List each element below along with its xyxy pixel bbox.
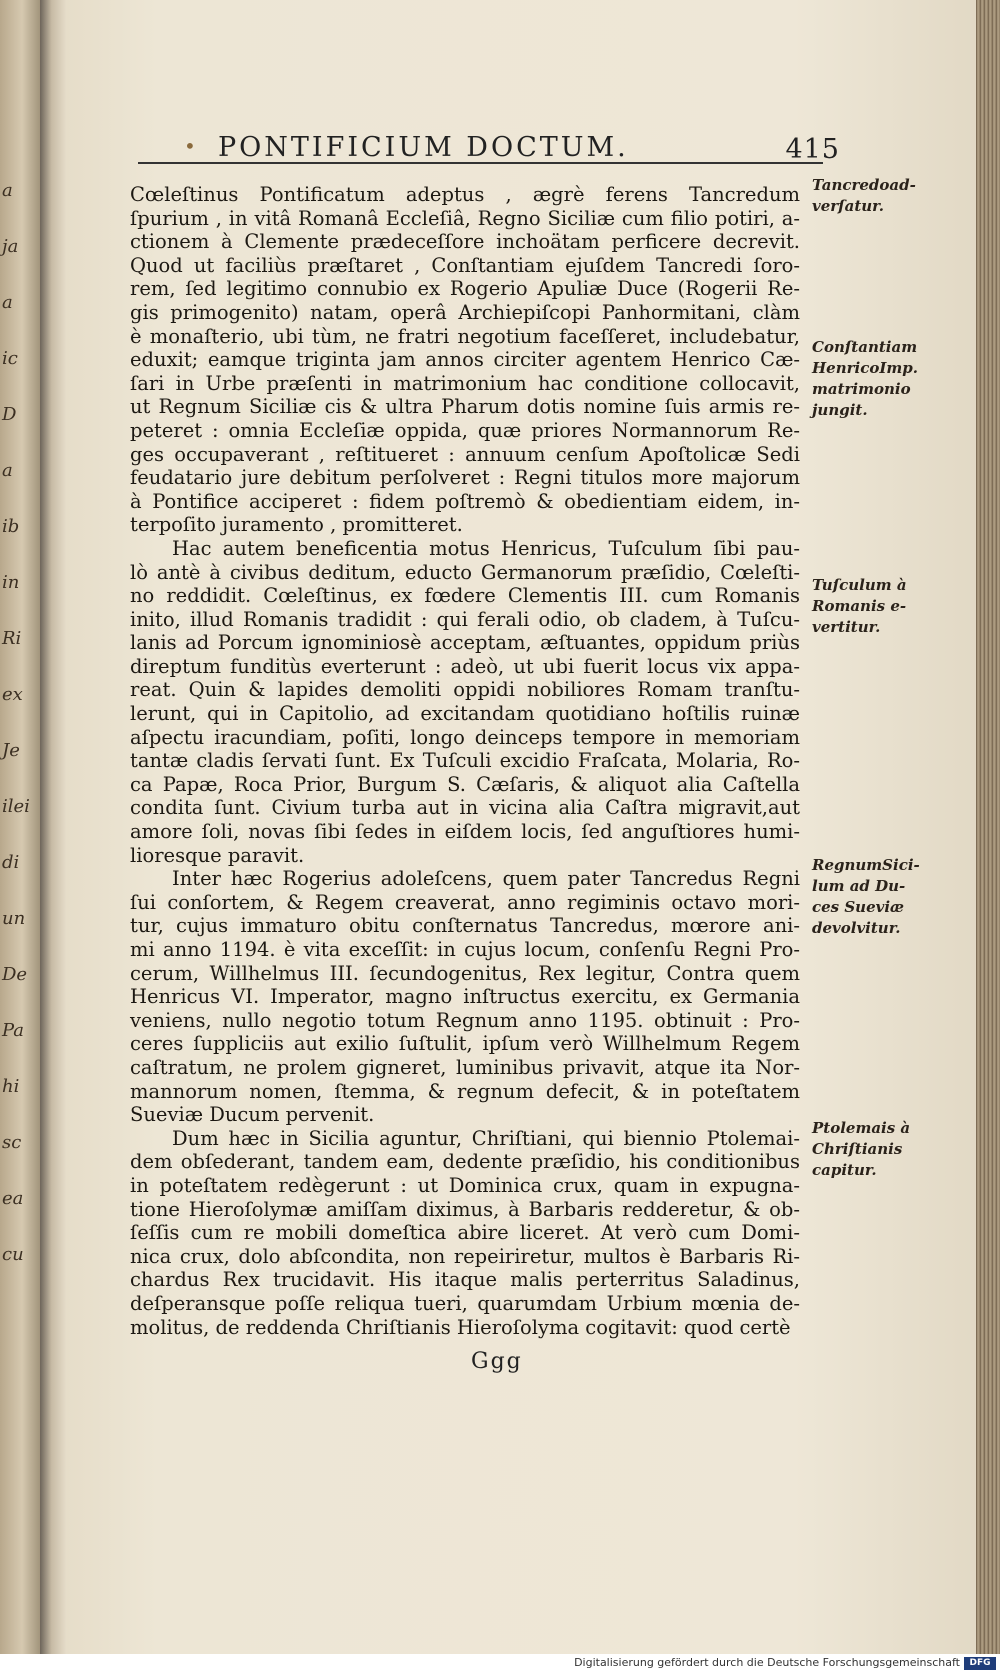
facing-page-fragment: a [2,180,13,201]
text-line: chardus Rex trucidavit. His itaque malis perterritus Saladinus, [130,1268,800,1292]
margin-note-line: Ptolemais à [812,1119,911,1137]
text-line: Henricus VI. Imperator, magno inſtructus exercitu, ex Germania [130,985,800,1009]
text-line: caſtratum, ne prolem gigneret, luminibus privavit, atque ita Nor- [130,1055,800,1079]
text-line: amore ſoli, novas ſibi ſedes in eiſdem locis, ſed anguſtiores humi- [130,820,800,844]
text-line: lerunt, qui in Capitolio, ad excitandam quotidiano hoſtilis ruinæ [130,702,800,726]
text-line: ceres ſuppliciis aut exilio ſuſtulit, ipſum verò Willhelmum Regem [130,1032,800,1056]
text-line: ſui conſortem, & Regem creaverat, anno regiminis octavo mori- [130,890,800,914]
facing-page-fragment: ex [2,684,23,705]
signature-mark: Ggg [471,1349,523,1374]
text-line: terpoſito juramento , promitteret. [130,513,463,537]
margin-note-line: lum ad Du- [812,877,906,895]
text-line: ſari in Urbe præſenti in matrimonium hac conditione collocavit, [130,371,800,395]
margin-note-line: jungit. [812,401,868,419]
margin-note-line: matrimonio [812,380,911,398]
facing-page-fragment: un [2,908,26,929]
margin-note-line: Chriſtianis [812,1140,903,1158]
text-line: deſperansque poſſe reliqua tueri, quarumdam Urbium mœnia de- [130,1291,800,1315]
text-line: nica crux, dolo abſcondita, non repeiriretur, multos è Barbaris Ri- [130,1244,800,1268]
text-line: tantæ cladis ſervati ſunt. Ex Tuſculi excidio Fraſcata, Molaria, Ro- [130,749,800,773]
text-line: Cœleſtinus Pontificatum adeptus , ægrè ferens Tancredum [130,183,800,206]
running-header [138,132,840,166]
margin-note-line: Tuſculum à [812,576,907,594]
margin-note-line: vertitur. [812,618,881,636]
facing-page-fragment: ib [2,516,20,537]
text-line: ges occupaverant , reſtitueret : annuum cenſum Apoſtolicæ Sedi [130,442,800,466]
text-line: gis primogenito) natam, operâ Archiepiſcopi Panhormitani, clàm [130,300,800,324]
facing-page-fragment: a [2,460,13,481]
text-line: in poteſtatem redègerunt : ut Dominica crux, quam in expugna- [130,1173,800,1197]
text-line: cerum, Willhelmus III. ſecundogenitus, Rex legitur, Contra quem [130,961,800,985]
text-line: reat. Quin & lapides demoliti oppidi nobiliores Romam tranſtu- [130,678,800,702]
facing-page-fragment: sc [2,1132,22,1153]
text-line: dem obſederant, tandem eam, dedente præſidio, his conditionibus [130,1150,800,1174]
text-line: condita ſunt. Civium turba aut in vicina alia Caſtra migravit,aut [130,796,800,820]
text-line: Sueviæ Ducum pervenit. [130,1103,375,1127]
text-line: Dum hæc in Sicilia aguntur, Chriſtiani, qui biennio Ptolemai- [172,1126,800,1150]
text-line: rem, ſed legitimo connubio ex Rogerio Apuliæ Duce (Rogerii Re- [130,277,800,301]
running-title: PONTIFICIUM DOCTUM. [218,132,629,163]
funding-credit: Digitalisierung gefördert durch die Deutsche Forschungsgemeinschaft [574,1656,960,1669]
margin-note [812,175,922,217]
facing-page-fragment: di [2,852,20,873]
margin-note [812,337,922,421]
margin-note-line: HenricoImp. [812,359,918,377]
text-line: ſpurium , in vitâ Romanâ Eccleſiâ, Regno Siciliæ cum filio potiri, a- [130,206,800,230]
body-text [130,183,800,1339]
facing-page-fragment: ea [2,1188,24,1209]
facing-page-fragment: in [2,572,20,593]
text-line: peteret : omnia Eccleſiæ oppida, quæ priores Normannorum Re- [130,418,800,442]
text-line: Quod ut faciliùs præſtaret , Conſtantiam ejuſdem Tancredi ſoro- [130,253,800,277]
text-line: lanis ad Porcum ignominiosè acceptam, æſtuantes, oppidum priùs [130,631,800,655]
margin-note [812,1118,922,1181]
text-line: tione Hieroſolymæ amiſſam diximus, à Barbaris redderetur, & ob- [130,1197,800,1221]
facing-page-fragment: ilei [2,796,30,817]
margin-note-line: Tancredoad- [812,176,916,194]
facing-page-fragment: Pa [2,1020,25,1041]
facing-page-fragment: D [2,404,17,425]
text-line: ca Papæ, Roca Prior, Burgum S. Cæſaris, & aliquot alia Caſtella [130,772,800,796]
text-line: direptum funditùs everterunt : adeò, ut ubi fuerit locus vix appa- [130,654,800,678]
facing-page-fragment: Ri [2,628,22,649]
text-line: Inter hæc Rogerius adoleſcens, quem pater Tancredus Regni [172,867,800,891]
facing-page-fragment: hi [2,1076,20,1097]
facing-page-fragment: De [2,964,28,985]
text-line: tur, cujus immaturo obitu conſternatus Tancredus, mœrore ani- [130,914,800,938]
text-line: molitus, de reddenda Chriſtianis Hieroſolyma cogitavit: quod certè [130,1315,791,1339]
header-rule [138,162,823,164]
facing-page-fragment: cu [2,1244,24,1265]
text-line: è monaſterio, ubi tùm, ne fratri negotium faceſſeret, includebatur, [130,324,800,348]
margin-note-line: capitur. [812,1161,877,1179]
text-line: ctionem à Clemente prædeceſſore inchoätam perficere decrevit. [130,230,800,254]
text-line: mannorum nomen, ſtemma, & regnum defecit, & in poteſtatem [130,1079,800,1103]
facing-page-fragment: a [2,292,13,313]
margin-note-line: devolvitur. [812,919,901,937]
text-line: ſeſſis cum re mobili domeſtica abire liceret. At verò cum Domi- [130,1221,800,1245]
text-line: veniens, nullo negotio totum Regnum anno 1195. obtinuit : Pro- [130,1008,800,1032]
page-fore-edge [976,0,1000,1654]
margin-note [812,855,922,939]
margin-note-line: verſatur. [812,197,884,215]
page-number: 415 [785,134,840,165]
text-line: ut Regnum Siciliæ cis & ultra Pharum dotis nomine ſuis armis re- [130,395,800,419]
digitization-footer [0,1654,1000,1674]
book-gutter [40,0,66,1654]
text-line: inito, illud Romanis tradidit : qui ferali odio, ob cladem, à Tuſcu- [130,607,800,631]
text-line: à Pontifice acciperet : fidem poſtremò & obedientiam eidem, in- [130,489,800,513]
text-line: feudatario jure debitum perſolveret : Regni titulos more majorum [130,466,800,490]
facing-page-edge [0,0,40,1654]
text-line: lò antè à civibus deditum, educto Germanorum præſidio, Cœleſti- [130,560,800,584]
margin-note-line: Romanis e- [812,597,907,615]
header-ornament: • [184,134,199,158]
text-line: lioresque paravit. [130,843,305,867]
margin-note-line: Conſtantiam [812,338,918,356]
text-line: eduxit; eamque triginta jam annos circiter agentem Henrico Cæ- [130,348,800,372]
facing-page-fragment: ic [2,348,18,369]
dfg-logo: DFG [964,1657,996,1670]
margin-note-line: ces Sueviæ [812,898,905,916]
margin-note-line: RegnumSici- [812,856,920,874]
facing-page-fragment: ja [2,236,19,257]
margin-note [812,575,922,638]
text-line: aſpectu iracundiam, poſiti, longo deinceps tempore in memoriam [130,725,800,749]
facing-page-fragment: Je [2,740,20,761]
text-line: no reddidit. Cœleſtinus, ex fœdere Clementis III. cum Romanis [130,584,800,608]
text-line: Hac autem beneficentia motus Henricus, Tuſculum ſibi pau- [172,536,800,560]
text-line: mi anno 1194. è vita exceſſit: in cujus locum, conſenſu Regni Pro- [130,938,800,961]
book-page [66,0,976,1654]
